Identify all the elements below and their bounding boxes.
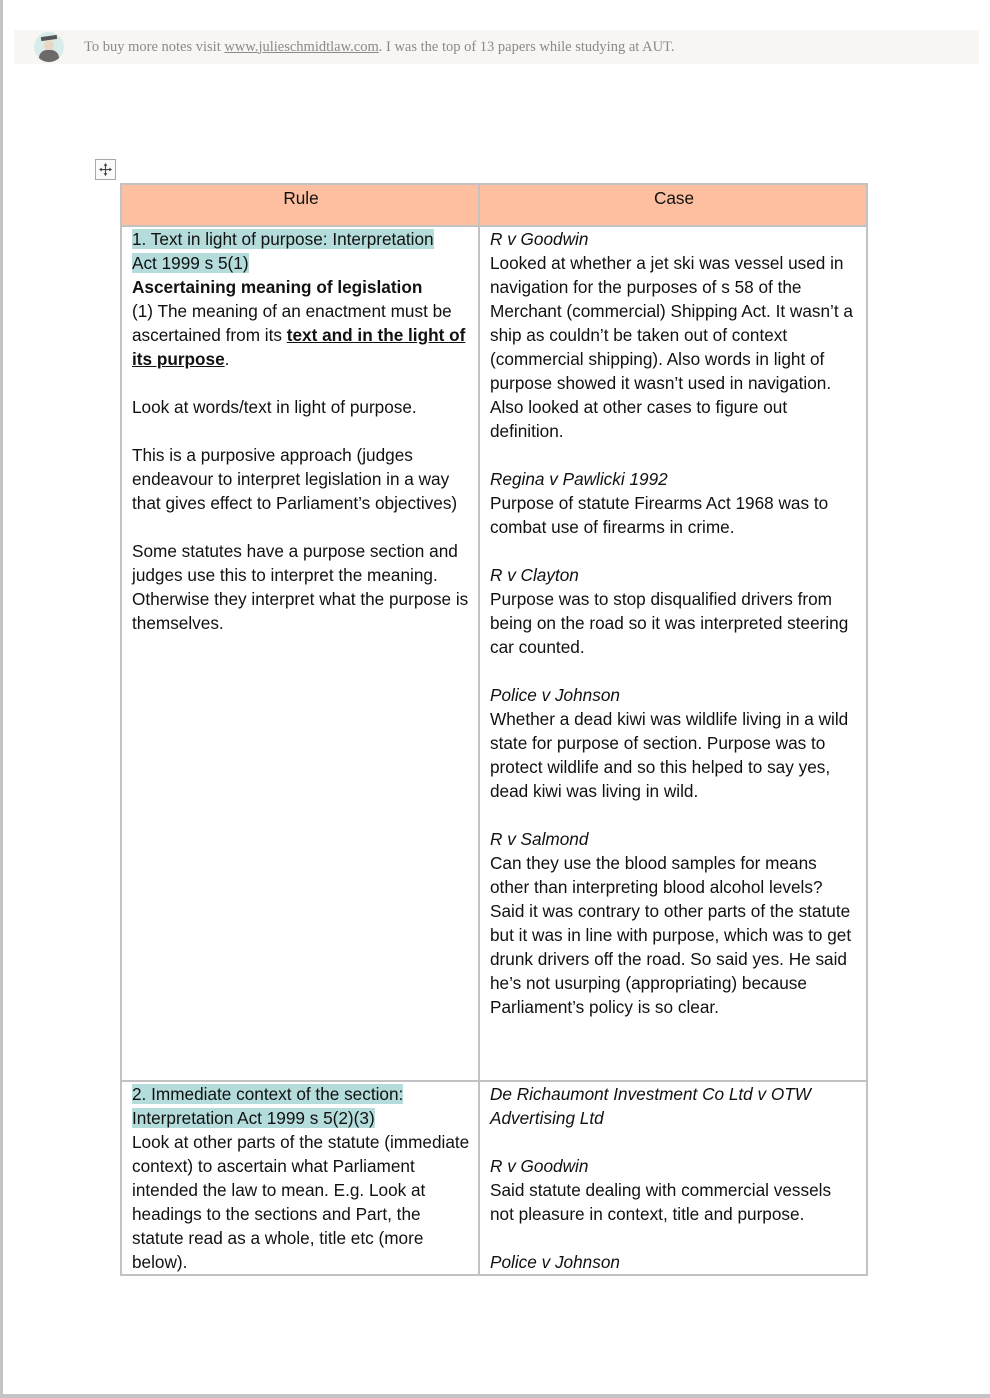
- promo-banner: [14, 30, 979, 64]
- case-cell: [479, 1081, 867, 1275]
- case-name: R v Clayton: [490, 565, 579, 585]
- case-text: Can they use the blood samples for means other than interpreting blood alcohol levels? Said it was contrary to other parts of the statute but it was in line with purpose, which was to get drunk drivers off the road. So said yes. He said he’s not usurping (appropriating) because Parliament’s policy is so clear.: [490, 853, 852, 1017]
- rule-paragraph: Some statutes have a purpose section and judges use this to interpret the meaning. Otherwise they interpret what the purpose is themselves.: [132, 541, 469, 633]
- banner-suffix: . I was the top of 13 papers while studying at AUT.: [378, 38, 675, 55]
- banner-prefix: To buy more notes visit: [84, 38, 225, 55]
- case-text: Purpose of statute Firearms Act 1968 was to combat use of firearms in crime.: [490, 493, 829, 537]
- case-name: R v Salmond: [490, 829, 589, 849]
- case-name: Police v Johnson: [490, 1252, 620, 1272]
- rule-cell: [121, 226, 479, 1081]
- table-header-row: [121, 184, 867, 226]
- table-row: [121, 226, 867, 1081]
- case-text: Said statute dealing with commercial vessels not pleasure in context, title and purpose.: [490, 1180, 832, 1224]
- table-row: [121, 1081, 867, 1275]
- case-text: Also looked at other cases to figure out definition.: [490, 397, 788, 441]
- page-border-bottom: [0, 1394, 990, 1398]
- rule-subheading: Ascertaining meaning of legislation: [132, 277, 423, 297]
- header-rule: Rule: [121, 184, 479, 226]
- banner-text: [84, 39, 674, 56]
- rule-case-table: [120, 183, 868, 1276]
- case-name: R v Goodwin: [490, 229, 589, 249]
- header-case: Case: [479, 184, 867, 226]
- four-way-arrow-move-icon: [98, 162, 113, 177]
- case-cell: [479, 226, 867, 1081]
- rule-paragraph: This is a purposive approach (judges endeavour to interpret legislation in a way that gives effect to Parliament’s objectives): [132, 445, 458, 513]
- case-name: Police v Johnson: [490, 685, 620, 705]
- case-text: Looked at whether a jet ski was vessel used in navigation for the purposes of s 58 of the Merchant (commercial) Shipping Act. It wasn’t a ship as couldn’t be taken out of context (commercial shipping). Also words in light of purpose showed it wasn’t used in navigation.: [490, 253, 853, 393]
- table-move-handle[interactable]: [95, 159, 116, 180]
- case-text: Purpose was to stop disqualified drivers from being on the road so it was interpreted steering car counted.: [490, 589, 849, 657]
- website-link[interactable]: www.julieschmidtlaw.com: [224, 38, 379, 55]
- case-name: R v Goodwin: [490, 1156, 589, 1176]
- statute-quote: (1) The meaning of an enactment must be ascertained from its text and in the light of its purpose.: [132, 301, 466, 369]
- case-name: Regina v Pawlicki 1992: [490, 469, 668, 489]
- page-border-left: [0, 0, 3, 1398]
- rule-cell: [121, 1081, 479, 1275]
- case-name: De Richaumont Investment Co Ltd v OTW Advertising Ltd: [490, 1084, 811, 1128]
- graduate-avatar-icon: [34, 32, 64, 62]
- rule-paragraph: Look at other parts of the statute (immediate context) to ascertain what Parliament intended the law to mean. E.g. Look at headings to the sections and Part, the statute read as a whole, title etc (more below).: [132, 1132, 470, 1272]
- rule-heading: 1. Text in light of purpose: Interpretation Act 1999 s 5(1): [132, 229, 434, 273]
- rule-paragraph: Look at words/text in light of purpose.: [132, 397, 417, 417]
- rule-heading: 2. Immediate context of the section: Interpretation Act 1999 s 5(2)(3): [132, 1084, 404, 1128]
- case-text: Whether a dead kiwi was wildlife living in a wild state for purpose of section. Purpose was to protect wildlife and so this helped to say yes, dead kiwi was living in wild.: [490, 709, 849, 801]
